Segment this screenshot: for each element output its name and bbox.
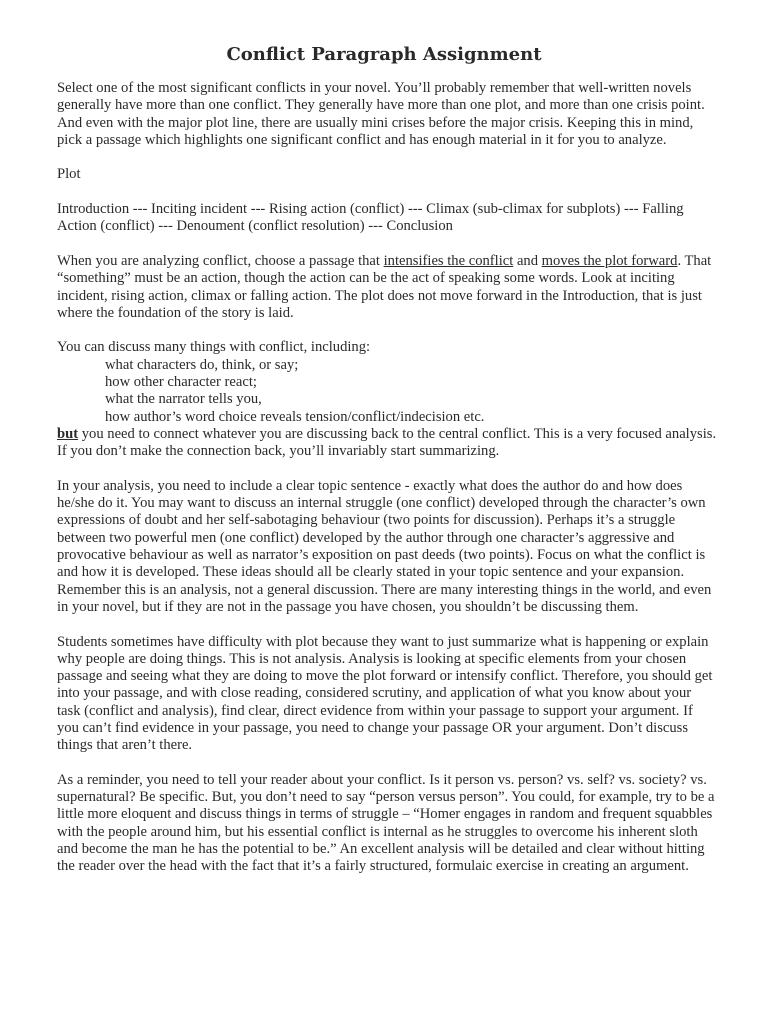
discuss-list-item: how author’s word choice reveals tension/conflict/indecision etc. [105, 408, 485, 425]
discuss-rest: you need to connect whatever you are discussing back to the central conflict. This is a very focused analysis. If you don’t make the connection back, you’ll invariably start summarizing. [57, 425, 717, 460]
discuss-list-item: what characters do, think, or say; [105, 356, 299, 373]
analyzing-text-mid: and [513, 252, 542, 269]
discuss-block [57, 339, 717, 460]
discuss-list-item: what the narrator tells you, [105, 391, 262, 408]
plot-heading: Plot [57, 166, 81, 183]
document-body [57, 80, 717, 893]
discuss-lead: You can discuss many things with conflict, including: [57, 339, 371, 356]
students-paragraph: Students sometimes have difficulty with plot because they want to just summarize what is happening or explain why people are doing things. This is not analysis. Analysis is looking at specific elements from your chosen passage and seeing what they are doing to move the plot forward or intensify conflict. Therefore, you should get into your passage, and with close reading, considered scrutiny, and application of what you know about your task (conflict and analysis), find clear, direct evidence from within your passage to support your argument. If you can’t find evidence in your passage, you need to change your passage OR your argument. Don’t discuss things that aren’t there. [57, 633, 713, 754]
analyzing-paragraph [57, 253, 717, 322]
underlined-phrase-intensifies: intensifies the conflict [383, 252, 514, 269]
underlined-phrase-moves-plot: moves the plot forward [541, 252, 678, 269]
analysis-paragraph: In your analysis, you need to include a clear topic sentence - exactly what does the author do and how does he/she do it. You may want to discuss an internal struggle (one conflict) developed through the character’s own expressions of doubt and her self-sabotaging behaviour (two points for discussion). Perhaps it’s a struggle between two powerful men (one conflict) developed by the author through one character’s aggressive and provocative behaviour as well as narrator’s exposition on past deeds (two points). Focus on what the conflict is and how it is developed. These ideas should all be clearly stated in your topic sentence and your expansion. Remember this is an analysis, not a general discussion. There are many interesting things in the world, and even in your novel, but if they are not in the passage you have chosen, you shouldn’t be discussing them. [57, 477, 712, 615]
analyzing-text-start: When you are analyzing conflict, choose a passage that [57, 252, 384, 269]
intro-paragraph: Select one of the most significant conflicts in your novel. You’ll probably remember that well-written novels generally have more than one conflict. They generally have more than one plot, and more than one crisis point. And even with the major plot line, there are usually mini crises before the major crisis. Keeping this in mind, pick a passage which highlights one significant conflict and has enough material in it for you to analyze. [57, 80, 705, 148]
but-emphasis: but [57, 425, 79, 442]
plot-sequence: Introduction --- Inciting incident --- Rising action (conflict) --- Climax (sub-climax for subplots) --- Falling Action (conflict) --- Denoument (conflict resolution) --- Conclusion [57, 201, 684, 235]
reminder-paragraph: As a reminder, you need to tell your reader about your conflict. Is it person vs. person? vs. self? vs. society? vs. supernatural? Be specific. But, you don’t need to say “person versus person”. You could, for example, try to be a little more eloquent and discuss things in terms of struggle – “Homer engages in random and frequent squabbles with the people around him, but his essential conflict is internal as he struggles to overcome his inherent sloth and become the man he has the potential to be.” An excellent analysis will be detailed and clear without hitting the reader over the head with the fact that it’s a fairly structured, formulaic exercise in creating an argument. [57, 771, 715, 875]
page-title: Conflict Paragraph Assignment [226, 44, 542, 65]
discuss-list-item: how other character react; [105, 374, 257, 391]
analyzing-text-end: . That “something” must be an action, though the action can be the act of speaking some words. Look at inciting incident, rising action, climax or falling action. The plot does not move forward in the Introduction, that is just where the foundation of the story is laid. [57, 252, 712, 321]
